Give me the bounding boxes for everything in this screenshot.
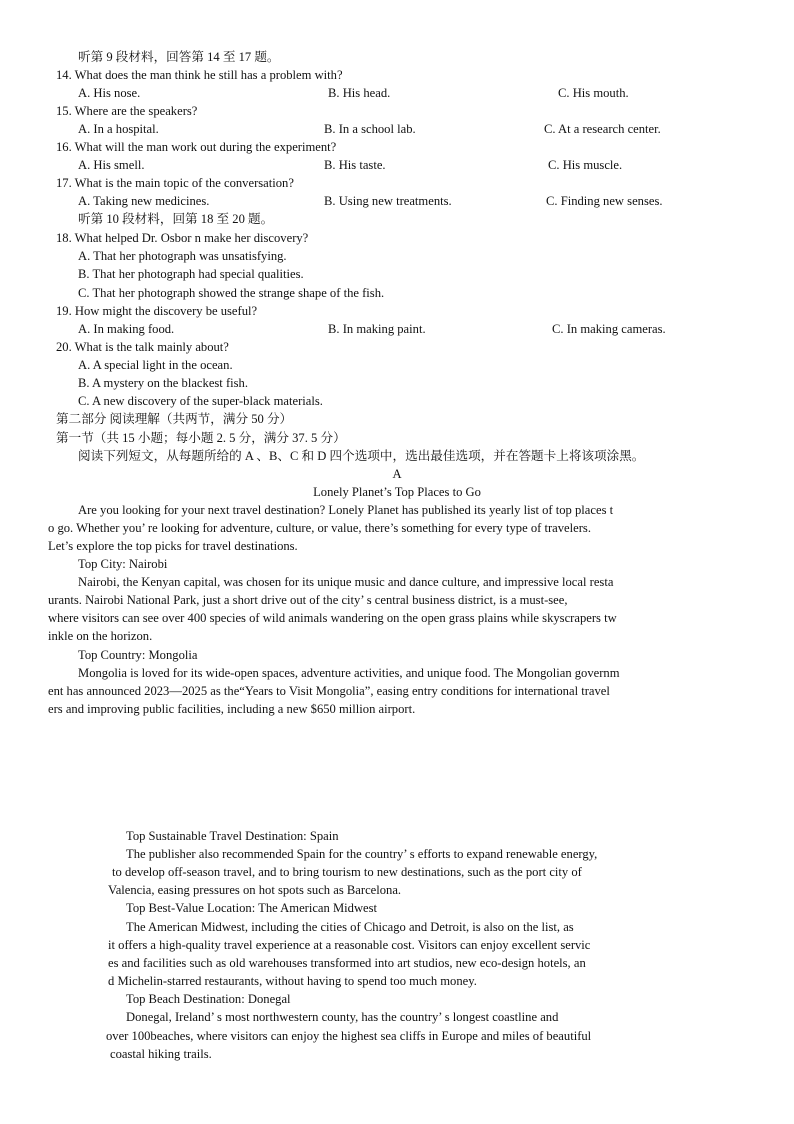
passage-line: coastal hiking trails. <box>110 1047 212 1061</box>
question-17-option-c: C. Finding new senses. <box>546 194 663 208</box>
question-18-option-b: B. That her photograph had special qualities. <box>78 267 304 281</box>
subheading-top-country: Top Country: Mongolia <box>78 648 198 662</box>
subheading-beach: Top Beach Destination: Donegal <box>126 992 291 1006</box>
passage-letter: A <box>392 467 402 481</box>
passage-line: o go. Whether you’ re looking for adventure, culture, or value, there’s something for every type of travelers. <box>48 521 591 535</box>
question-17-option-b: B. Using new treatments. <box>324 194 452 208</box>
passage-line: ent has announced 2023—2025 as the“Years to Visit Mongolia”, easing entry conditions for international travel <box>48 684 610 698</box>
passage-line: Let’s explore the top picks for travel destinations. <box>48 539 298 553</box>
question-20-option-c: C. A new discovery of the super-black materials. <box>78 394 323 408</box>
question-19-option-a: A. In making food. <box>78 322 175 336</box>
reading-instruction: 阅读下列短文，从每题所给的 A 、B、C 和 D 四个选项中，选出最佳选项，并在答题卡上将该项涂黑。 <box>78 449 645 463</box>
question-14-option-c: C. His mouth. <box>558 86 629 100</box>
passage-line: Valencia, easing pressures on hot spots such as Barcelona. <box>108 883 402 897</box>
passage-line: to develop off-season travel, and to bring tourism to new destinations, such as the port city of <box>112 865 582 879</box>
question-18-option-c: C. That her photograph showed the strange shape of the fish. <box>78 286 385 300</box>
question-19-stem: 19. How might the discovery be useful? <box>56 304 258 318</box>
question-14-option-b: B. His head. <box>328 86 391 100</box>
passage-line: where visitors can see over 400 species of wild animals wandering on the open grass plains while skyscrapers tw <box>48 611 617 625</box>
passage-line: The American Midwest, including the cities of Chicago and Detroit, is also on the list, as <box>126 920 574 934</box>
passage-line: Nairobi, the Kenyan capital, was chosen for its unique music and dance culture, and impressive local resta <box>78 575 614 589</box>
passage-line: Are you looking for your next travel destination? Lonely Planet has published its yearly list of top places t <box>78 503 614 517</box>
passage-line: it offers a high-quality travel experience at a reasonable cost. Visitors can enjoy excellent servic <box>108 938 591 952</box>
passage-line: inkle on the horizon. <box>48 629 153 643</box>
subheading-top-city: Top City: Nairobi <box>78 557 168 571</box>
section-one-title: 第一节（共 15 小题；每小题 2. 5 分，满分 37. 5 分） <box>56 431 346 445</box>
passage-line: es and facilities such as old warehouses transformed into art studios, new eco-design hotels, an <box>108 956 586 970</box>
question-18-stem: 18. What helped Dr. Osbor n make her discovery? <box>56 231 309 245</box>
passage-line: over 100beaches, where visitors can enjoy the highest sea cliffs in Europe and miles of beautiful <box>106 1029 592 1043</box>
passage-line: urants. Nairobi National Park, just a short drive out of the city’ s central business district, is a must-see, <box>48 593 568 607</box>
passage-line: The publisher also recommended Spain for the country’ s efforts to expand renewable energy, <box>126 847 598 861</box>
question-14-stem: 14. What does the man think he still has a problem with? <box>56 68 343 82</box>
question-14-option-a: A. His nose. <box>78 86 141 100</box>
question-15-option-b: B. In a school lab. <box>324 122 416 136</box>
question-20-option-a: A. A special light in the ocean. <box>78 358 233 372</box>
question-16-stem: 16. What will the man work out during the experiment? <box>56 140 337 154</box>
passage-line: d Michelin-starred restaurants, without having to spend too much money. <box>108 974 477 988</box>
question-18-option-a: A. That her photograph was unsatisfying. <box>78 249 287 263</box>
question-17-option-a: A. Taking new medicines. <box>78 194 210 208</box>
question-16-option-b: B. His taste. <box>324 158 386 172</box>
question-17-stem: 17. What is the main topic of the conversation? <box>56 176 294 190</box>
question-19-option-b: B. In making paint. <box>328 322 426 336</box>
question-16-option-c: C. His muscle. <box>548 158 623 172</box>
question-15-stem: 15. Where are the speakers? <box>56 104 198 118</box>
question-15-option-a: A. In a hospital. <box>78 122 159 136</box>
question-19-option-c: C. In making cameras. <box>552 322 666 336</box>
part-two-title: 第二部分 阅读理解（共两节，满分 50 分） <box>56 412 293 426</box>
question-15-option-c: C. At a research center. <box>544 122 661 136</box>
section9-intro: 听第 9 段材料，回答第 14 至 17 题。 <box>78 50 280 64</box>
subheading-best-value: Top Best-Value Location: The American Midwest <box>126 901 378 915</box>
section10-intro: 听第 10 段材料，回第 18 至 20 题。 <box>78 212 274 226</box>
question-20-stem: 20. What is the talk mainly about? <box>56 340 229 354</box>
passage-line: Mongolia is loved for its wide-open spaces, adventure activities, and unique food. The Mongolian governm <box>78 666 620 680</box>
passage-line: ers and improving public facilities, including a new $650 million airport. <box>48 702 416 716</box>
passage-title: Lonely Planet’s Top Places to Go <box>313 485 481 499</box>
subheading-sustainable: Top Sustainable Travel Destination: Spain <box>126 829 339 843</box>
question-16-option-a: A. His smell. <box>78 158 145 172</box>
passage-line: Donegal, Ireland’ s most northwestern county, has the country’ s longest coastline and <box>126 1010 559 1024</box>
question-20-option-b: B. A mystery on the blackest fish. <box>78 376 248 390</box>
